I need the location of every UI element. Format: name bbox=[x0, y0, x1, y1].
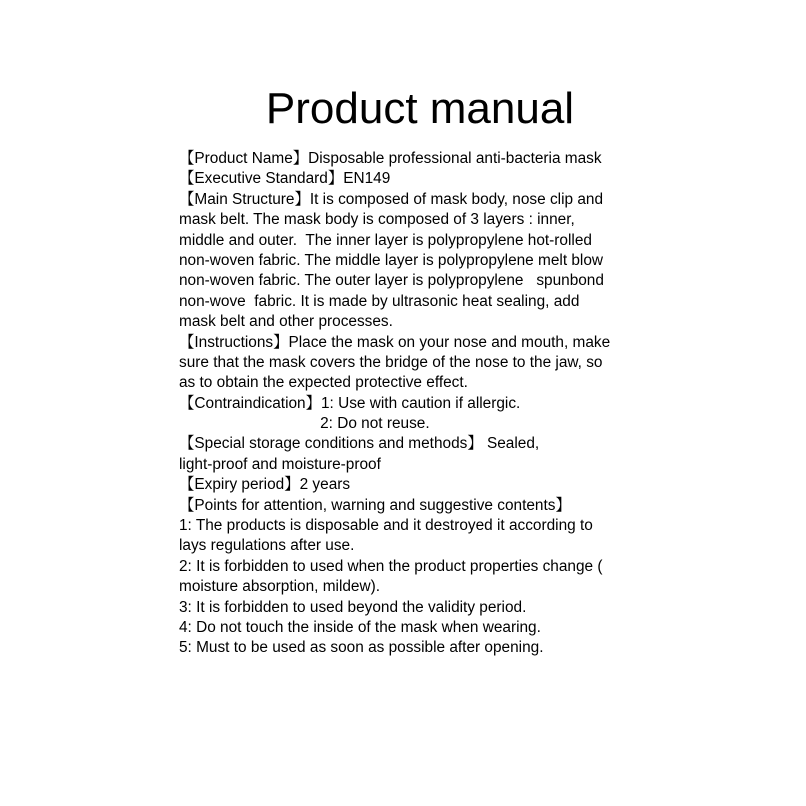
attention-item-line: lays regulations after use. bbox=[179, 537, 355, 555]
instructions-line: 【Instructions】Place the mask on your nose and mouth, make bbox=[179, 333, 611, 351]
attention-item-line: 1: The products is disposable and it destroyed it according to bbox=[179, 517, 593, 535]
main-structure-line: mask belt. The mask body is composed of 3 layers : inner, bbox=[179, 211, 575, 229]
contraindication-line: 【Contraindication】1: Use with caution if allergic. bbox=[179, 394, 521, 412]
attention-heading-line: 【Points for attention, warning and suggestive contents】 bbox=[179, 496, 571, 514]
main-structure-line: 【Main Structure】It is composed of mask body, nose clip and bbox=[179, 190, 604, 208]
main-structure-line: non-woven fabric. The outer layer is polypropylene spunbond bbox=[179, 272, 604, 290]
storage-conditions-line: light-proof and moisture-proof bbox=[179, 455, 381, 473]
page-title: Product manual bbox=[265, 84, 575, 133]
main-structure-line: middle and outer. The inner layer is polypropylene hot-rolled bbox=[179, 231, 592, 249]
contraindication-line: 2: Do not reuse. bbox=[179, 415, 430, 433]
attention-item-line: 4: Do not touch the inside of the mask when wearing. bbox=[179, 618, 541, 636]
expiry-period-line: 【Expiry period】2 years bbox=[179, 476, 351, 494]
attention-item-line: 2: It is forbidden to used when the product properties change ( bbox=[179, 557, 603, 575]
manual-body bbox=[179, 149, 669, 659]
product-name-line: 【Product Name】Disposable professional anti-bacteria mask bbox=[179, 150, 602, 167]
executive-standard-line: 【Executive Standard】EN149 bbox=[179, 170, 391, 188]
main-structure-line: non-woven fabric. The middle layer is polypropylene melt blow bbox=[179, 251, 604, 269]
attention-item-line: moisture absorption, mildew). bbox=[179, 578, 381, 596]
instructions-line: sure that the mask covers the bridge of the nose to the jaw, so bbox=[179, 353, 603, 371]
attention-item-line: 3: It is forbidden to used beyond the validity period. bbox=[179, 598, 527, 616]
main-structure-line: non-wove fabric. It is made by ultrasonic heat sealing, add bbox=[179, 292, 580, 310]
main-structure-line: mask belt and other processes. bbox=[179, 313, 393, 331]
storage-conditions-line: 【Special storage conditions and methods】 Sealed, bbox=[179, 435, 540, 453]
attention-item-line: 5: Must to be used as soon as possible after opening. bbox=[179, 639, 544, 657]
instructions-line: as to obtain the expected protective effect. bbox=[179, 374, 468, 392]
